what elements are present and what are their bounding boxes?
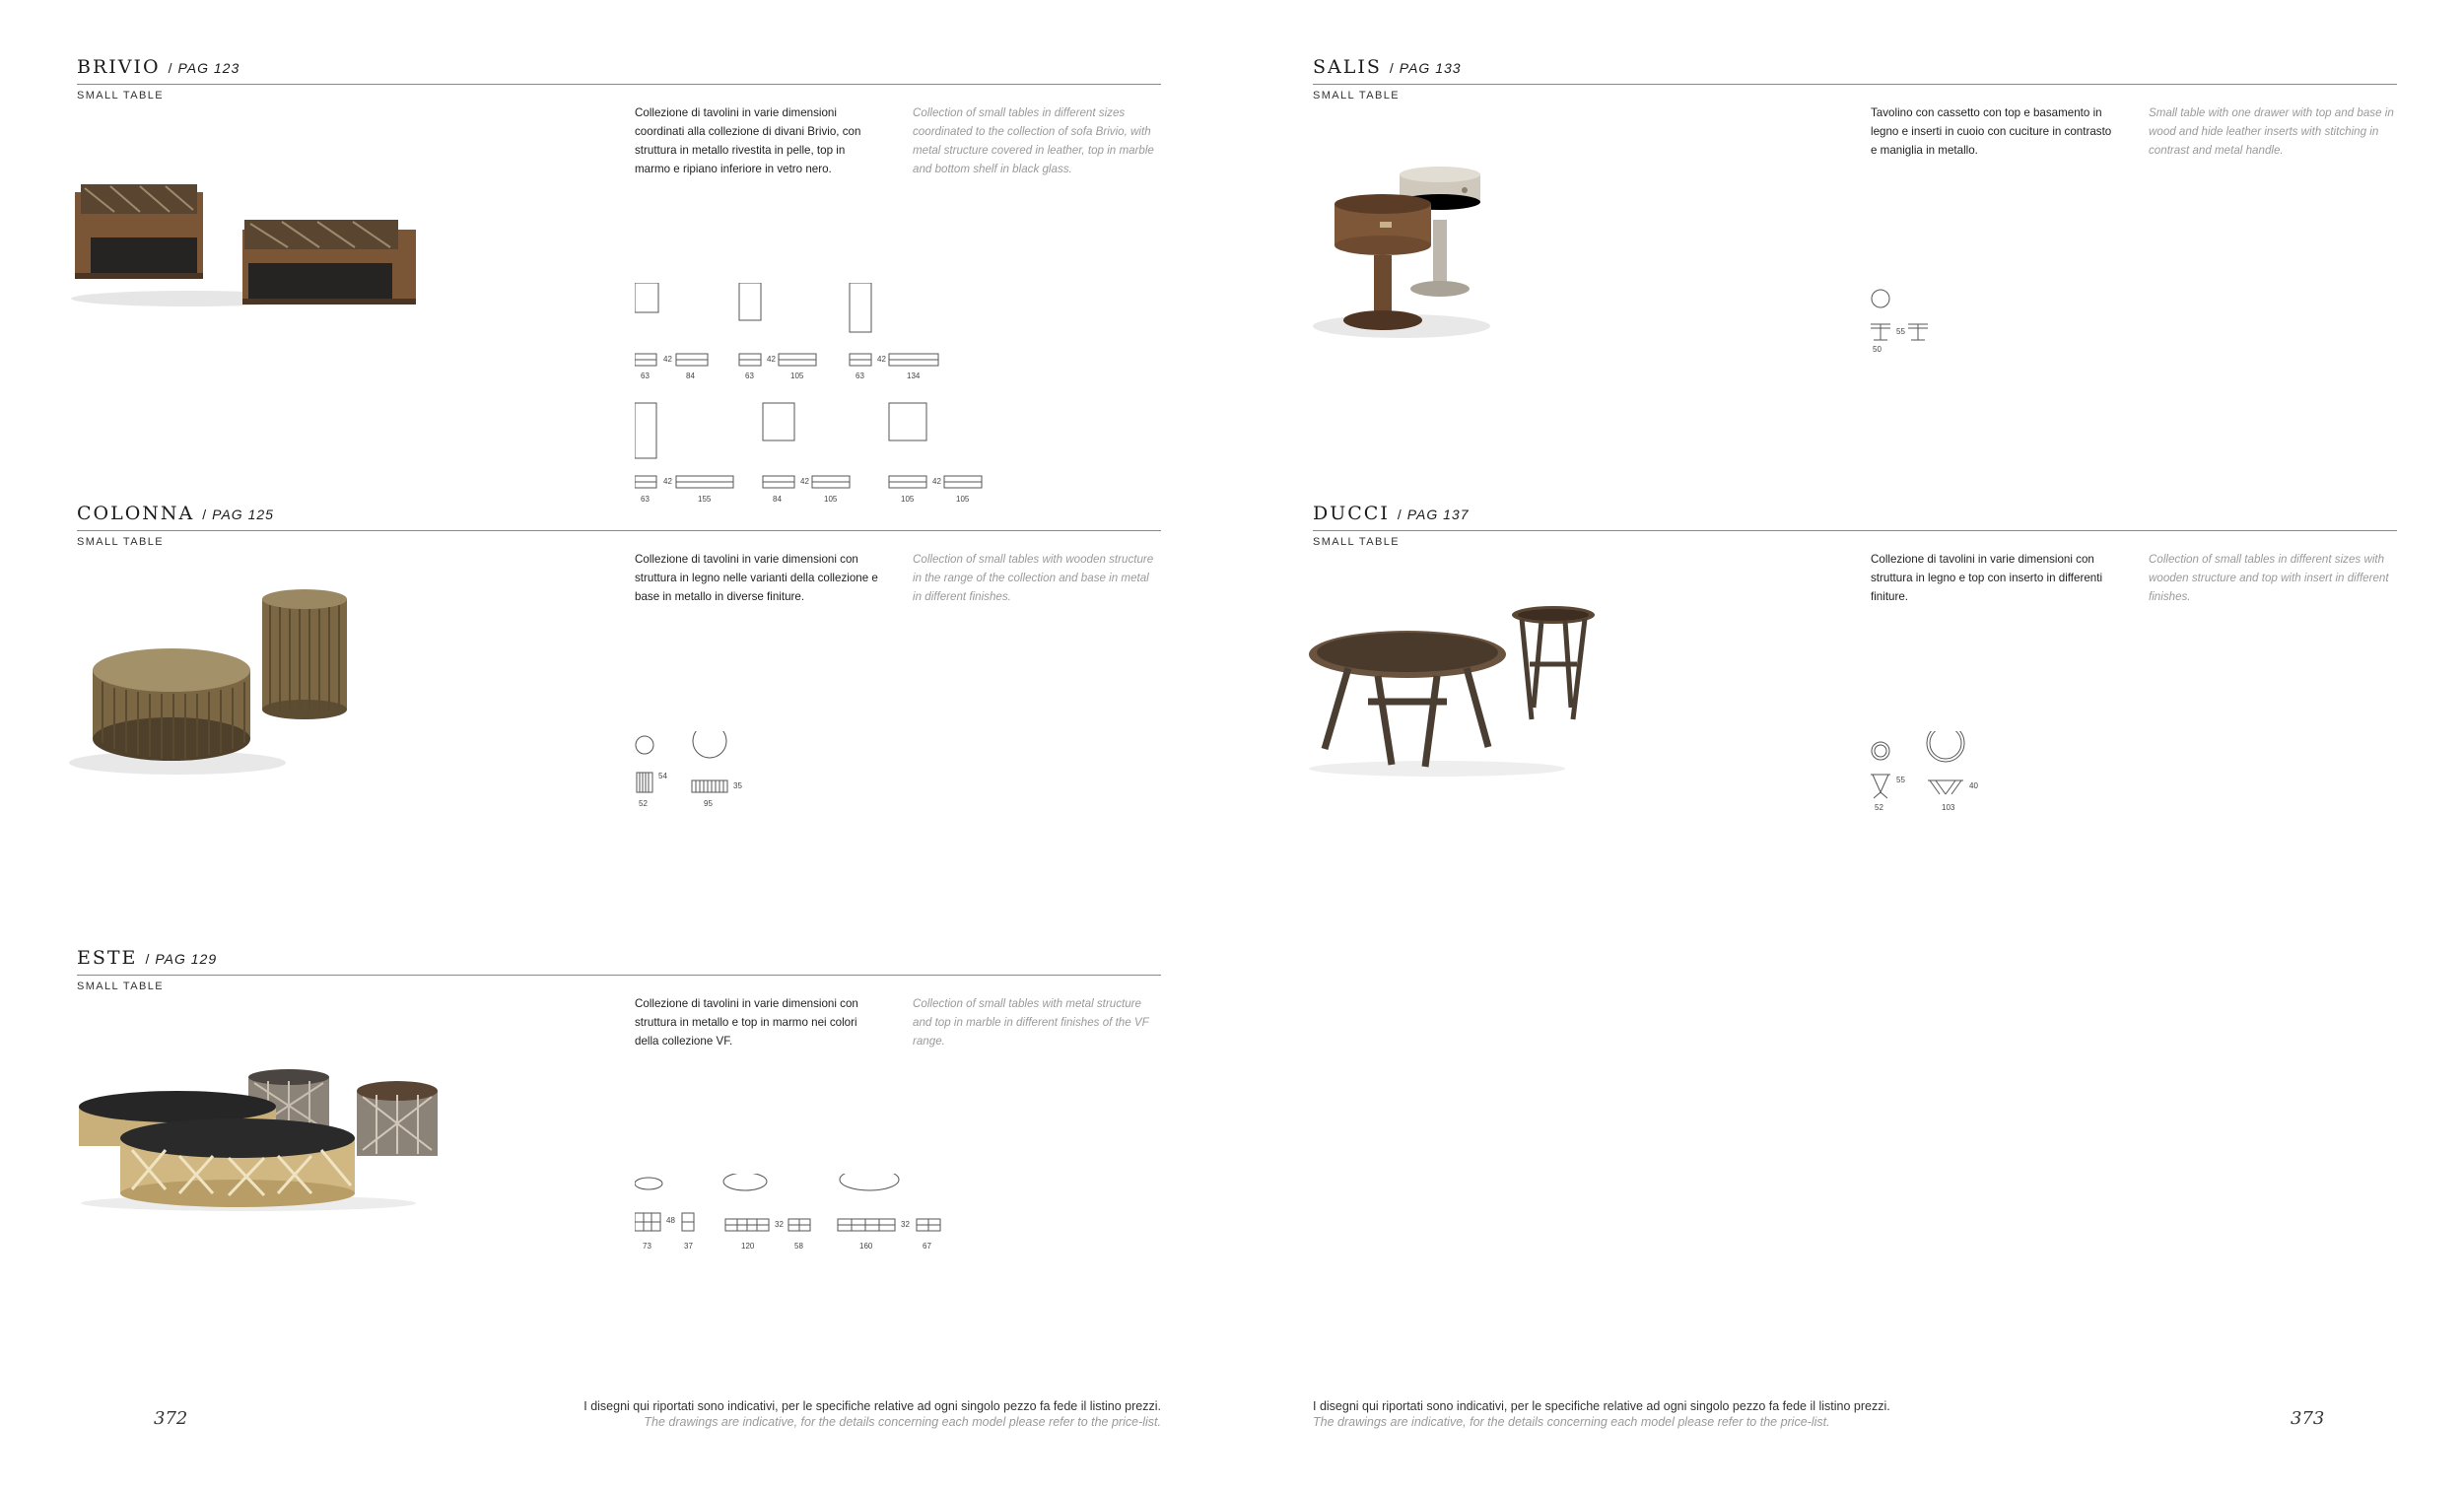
description-italian: Tavolino con cassetto con top e basamento in legno e inserti in cuoio con cuciture in contrasto e maniglia in metallo.: [1871, 106, 2112, 157]
footer-note-english: The drawings are indicative, for the details concerning each model please refer to the price-list.: [1313, 1415, 1830, 1429]
dimension-label: 63: [745, 372, 754, 380]
page-number-left: 372: [154, 1408, 188, 1429]
description-italian: Collezione di tavolini in varie dimensioni con struttura in legno nelle varianti della collezione e base in metallo in diverse finiture.: [635, 553, 878, 603]
product-subtitle: SMALL TABLE: [1313, 536, 1400, 548]
product-name: BRIVIO: [77, 56, 161, 78]
page-reference: PAG 129: [155, 951, 218, 967]
dimension-label: 105: [824, 495, 838, 504]
product-subtitle: SMALL TABLE: [77, 981, 164, 992]
dimension-label: 55: [1896, 327, 1905, 336]
dimension-label: 84: [686, 372, 695, 380]
dimension-label: 73: [643, 1242, 651, 1251]
dimension-label: 32: [775, 1220, 784, 1229]
separator: /: [202, 507, 207, 522]
salis-product-image: [1307, 165, 1543, 342]
page-reference: PAG 125: [212, 507, 274, 522]
separator: /: [145, 951, 150, 967]
dimension-label: 50: [1873, 345, 1882, 354]
dimension-label: 84: [773, 495, 782, 504]
dimension-label: 103: [1942, 803, 1955, 812]
description-english: Collection of small tables in different sizes coordinated to the collection of sofa Brivio, with metal structure covered in leather, top in marble and bottom shelf in black glass.: [913, 106, 1154, 175]
dimension-label: 48: [666, 1216, 675, 1225]
dimension-label: 105: [956, 495, 970, 504]
brivio-technical-drawings: [635, 283, 1009, 514]
ducci-product-image: [1309, 603, 1624, 780]
dimension-label: 105: [901, 495, 915, 504]
product-name: DUCCI: [1313, 503, 1390, 524]
footer-note-english: The drawings are indicative, for the details concerning each model please refer to the price-list.: [644, 1415, 1161, 1429]
section-title: [77, 54, 1161, 85]
product-name: COLONNA: [77, 503, 195, 524]
separator: /: [1389, 60, 1394, 76]
product-subtitle: SMALL TABLE: [77, 90, 164, 102]
section-salis: [1313, 54, 2397, 488]
dimension-label: 134: [907, 372, 921, 380]
product-name: SALIS: [1313, 56, 1382, 78]
dimension-label: 42: [932, 477, 941, 486]
dimension-label: 32: [901, 1220, 910, 1229]
separator: /: [168, 60, 172, 76]
colonna-technical-drawings: [635, 731, 832, 820]
description-english: Small table with one drawer with top and base in wood and hide leather inserts with stitching in contrast and metal handle.: [2149, 106, 2394, 157]
description-italian: Collezione di tavolini in varie dimensioni con struttura in metallo e top in marmo nei colori della collezione VF.: [635, 997, 858, 1048]
dimension-label: 52: [1875, 803, 1883, 812]
section-title: [1313, 501, 2397, 531]
dimension-label: 160: [859, 1242, 873, 1251]
dimension-label: 42: [663, 477, 672, 486]
footer-note-italian: I disegni qui riportati sono indicativi, per le specifiche relative ad ogni singolo pezzo fa fede il listino prezzi.: [583, 1399, 1161, 1413]
dimension-label: 37: [684, 1242, 693, 1251]
este-product-image: [71, 1067, 445, 1215]
section-title: [77, 945, 1161, 976]
dimension-label: 35: [733, 781, 742, 790]
page-number-right: 373: [2291, 1408, 2325, 1429]
dimension-label: 42: [800, 477, 809, 486]
dimension-label: 63: [856, 372, 864, 380]
dimension-label: 58: [794, 1242, 803, 1251]
description-italian: Collezione di tavolini in varie dimensioni con struttura in legno e top con inserto in differenti finiture.: [1871, 553, 2103, 603]
dimension-label: 95: [704, 799, 713, 808]
colonna-product-image: [69, 585, 365, 782]
product-subtitle: SMALL TABLE: [1313, 90, 1400, 102]
este-technical-drawings: [635, 1174, 970, 1262]
product-name: ESTE: [77, 947, 138, 969]
dimension-label: 42: [767, 355, 776, 364]
description-english: Collection of small tables with wooden structure in the range of the collection and base in metal in different finishes.: [913, 553, 1154, 603]
page-reference: PAG 123: [177, 60, 240, 76]
section-title: [77, 501, 1161, 531]
right-page: [1232, 0, 2464, 1489]
description-italian: Collezione di tavolini in varie dimensioni coordinati alla collezione di divani Brivio, con struttura in metallo rivestita in pelle, top in marmo e ripiano inferiore in vetro nero.: [635, 106, 861, 175]
dimension-label: 54: [658, 772, 667, 780]
footer-note-italian: I disegni qui riportati sono indicativi, per le specifiche relative ad ogni singolo pezzo fa fede il listino prezzi.: [1313, 1399, 1890, 1413]
dimension-label: 105: [790, 372, 804, 380]
brivio-product-image: [71, 172, 426, 310]
dimension-label: 52: [639, 799, 648, 808]
dimension-label: 42: [663, 355, 672, 364]
section-colonna: [77, 501, 1161, 934]
dimension-label: 120: [741, 1242, 755, 1251]
separator: /: [1397, 507, 1402, 522]
section-ducci: [1313, 501, 2397, 934]
dimension-label: 63: [641, 495, 650, 504]
ducci-technical-drawings: [1871, 731, 2009, 820]
section-title: [1313, 54, 2397, 85]
page-reference: PAG 133: [1399, 60, 1462, 76]
section-brivio: [77, 54, 1161, 504]
dimension-label: 63: [641, 372, 650, 380]
dimension-label: 42: [877, 355, 886, 364]
product-subtitle: SMALL TABLE: [77, 536, 164, 548]
dimension-label: 67: [923, 1242, 931, 1251]
dimension-label: 40: [1969, 781, 1978, 790]
dimension-label: 55: [1896, 776, 1905, 784]
salis-technical-drawings: [1871, 289, 1989, 358]
description-english: Collection of small tables with metal structure and top in marble in different finishes of the VF range.: [913, 997, 1149, 1048]
dimension-label: 155: [698, 495, 712, 504]
section-este: [77, 945, 1161, 1379]
description-english: Collection of small tables in different sizes with wooden structure and top with insert in different finishes.: [2149, 553, 2389, 603]
page-reference: PAG 137: [1406, 507, 1470, 522]
